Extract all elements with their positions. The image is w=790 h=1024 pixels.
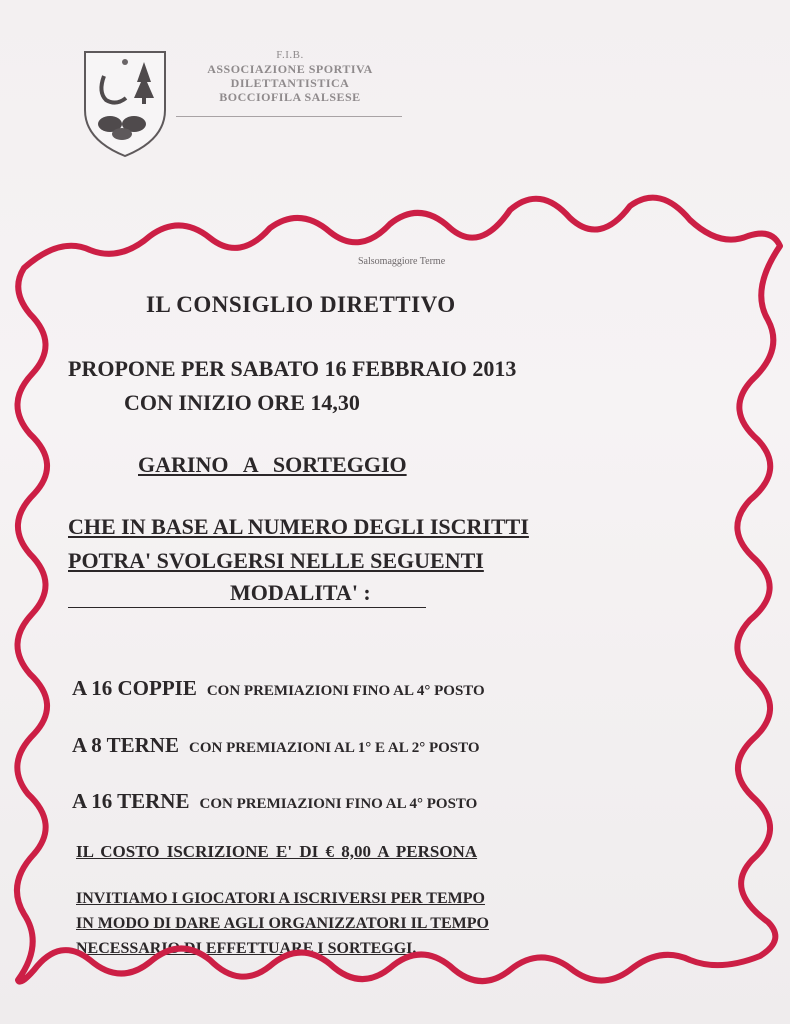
club-header — [176, 48, 404, 104]
poster-title: IL CONSIGLIO DIRETTIVO — [146, 292, 456, 317]
registration-cost: IL COSTO ISCRIZIONE E' DI € 8,00 A PERSONA — [76, 842, 478, 861]
option-label: A 16 TERNE — [72, 789, 190, 813]
option-detail: CON PREMIAZIONI AL 1° E AL 2° POSTO — [188, 740, 480, 756]
option-label: A 16 COPPIE — [72, 676, 197, 700]
club-name-line-2: DILETTANTISTICA — [230, 76, 350, 90]
conditions-line-2: POTRA' SVOLGERSI NELLE SEGUENTI — [68, 548, 484, 573]
option-item — [72, 733, 480, 758]
club-name-line-3: BOCCIOFILA SALSESE — [219, 90, 361, 104]
option-item — [72, 676, 485, 701]
federation-name: F.I.B. — [276, 49, 304, 61]
club-name-line-1: ASSOCIAZIONE SPORTIVA — [207, 62, 373, 76]
invitation-line-3: NECESSARIO DI EFFETTUARE I SORTEGGI. — [76, 940, 417, 957]
option-label: A 8 TERNE — [72, 733, 179, 757]
event-name: GARINO A SORTEGGIO — [138, 452, 407, 477]
start-time: CON INIZIO ORE 14,30 — [124, 390, 360, 415]
club-crest-icon — [82, 48, 168, 160]
conditions-line-1: CHE IN BASE AL NUMERO DEGLI ISCRITTI — [68, 514, 529, 539]
invitation-line-1: INVITIAMO I GIOCATORI A ISCRIVERSI PER TEMPO — [76, 890, 485, 907]
option-detail: CON PREMIAZIONI FINO AL 4° POSTO — [206, 683, 485, 699]
invitation-line-2: IN MODO DI DARE AGLI ORGANIZZATORI IL TEMPO — [76, 915, 489, 932]
option-item — [72, 789, 477, 814]
modalities-heading: MODALITA' : — [68, 580, 426, 608]
proposal-date: PROPONE PER SABATO 16 FEBBRAIO 2013 — [68, 356, 517, 381]
header-divider — [176, 116, 402, 117]
option-detail: CON PREMIAZIONI FINO AL 4° POSTO — [199, 796, 478, 812]
place-name: Salsomaggiore Terme — [358, 256, 446, 267]
